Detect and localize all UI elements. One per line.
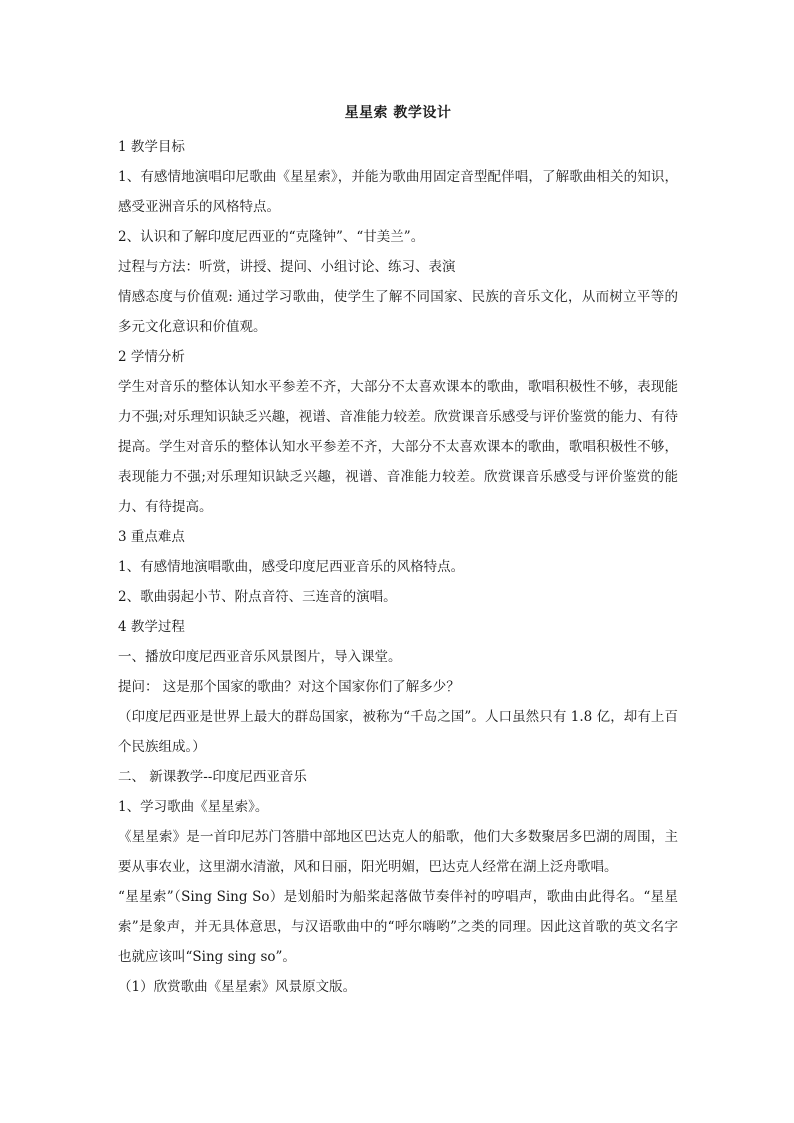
objective-item-1: 1、有感情地演唱印尼歌曲《星星索》，并能为歌曲用固定音型配伴唱，了解歌曲相关的知识，感受亚洲音乐的风格特点。 [118, 169, 678, 215]
section-heading-analysis: 2 学情分析 [118, 349, 185, 365]
section-heading-key-points: 3 重点难点 [118, 529, 185, 545]
listening-step-1: （1）欣赏歌曲《星星索》风景原文版。 [118, 979, 357, 995]
document-body [118, 101, 678, 1002]
indonesia-note: （印度尼西亚是世界上最大的群岛国家，被称为“千岛之国”。人口虽然只有 1.8 亿，却有上百个民族组成。） [118, 709, 678, 755]
process-step-1: 一、播放印度尼西亚音乐风景图片，导入课堂。 [118, 649, 402, 665]
question-line: 提问： 这是那个国家的歌曲？对这个国家你们了解多少？ [118, 679, 460, 695]
attitude-values: 情感态度与价值观: 通过学习歌曲，使学生了解不同国家、民族的音乐文化，从而树立平等的多元文化意识和价值观。 [118, 289, 678, 335]
objective-item-2: 2、认识和了解印度尼西亚的“克隆钟”、“甘美兰”。 [118, 229, 425, 245]
key-point-1: 1、有感情地演唱歌曲，感受印度尼西亚音乐的风格特点。 [118, 559, 465, 575]
process-step-2: 二、 新课教学--印度尼西亚音乐 [118, 769, 307, 785]
process-methods: 过程与方法：听赏，讲授、提问、小组讨论、练习、表演 [118, 259, 456, 275]
song-learning-heading: 1、学习歌曲《星星索》。 [118, 799, 269, 815]
section-heading-process: 4 教学过程 [118, 619, 185, 635]
key-point-2: 2、歌曲弱起小节、附点音符、三连音的演唱。 [118, 589, 397, 605]
page-title: 星星索 教学设计 [344, 105, 452, 121]
analysis-paragraph: 学生对音乐的整体认知水平参差不齐，大部分不太喜欢课本的歌曲，歌唱积极性不够，表现能力不强;对乐理知识缺乏兴趣，视谱、音准能力较差。欣赏课音乐感受与评价鉴赏的能力、有待提高。学生对音乐的整体认知水平参差不齐，大部分不太喜欢课本的歌曲，歌唱积极性不够，表现能力不强;对乐理知识缺乏兴趣，视谱、音准能力较差。欣赏课音乐感受与评价鉴赏的能力、有待提高。 [118, 379, 678, 515]
song-name-origin: “星星索”（Sing Sing So）是划船时为船桨起落做节奏伴衬的哼唱声，歌曲由此得名。“星星索”是象声，并无具体意思，与汉语歌曲中的“呼尔嗨哟”之类的同理。因此这首歌的英文名字也就应该叫“Sing sing so”。 [118, 889, 678, 965]
section-heading-objectives: 1 教学目标 [118, 139, 185, 155]
song-background: 《星星索》是一首印尼苏门答腊中部地区巴达克人的船歌，他们大多数聚居多巴湖的周围，主要从事农业，这里湖水清澈，风和日丽，阳光明媚，巴达克人经常在湖上泛舟歌唱。 [118, 829, 678, 875]
